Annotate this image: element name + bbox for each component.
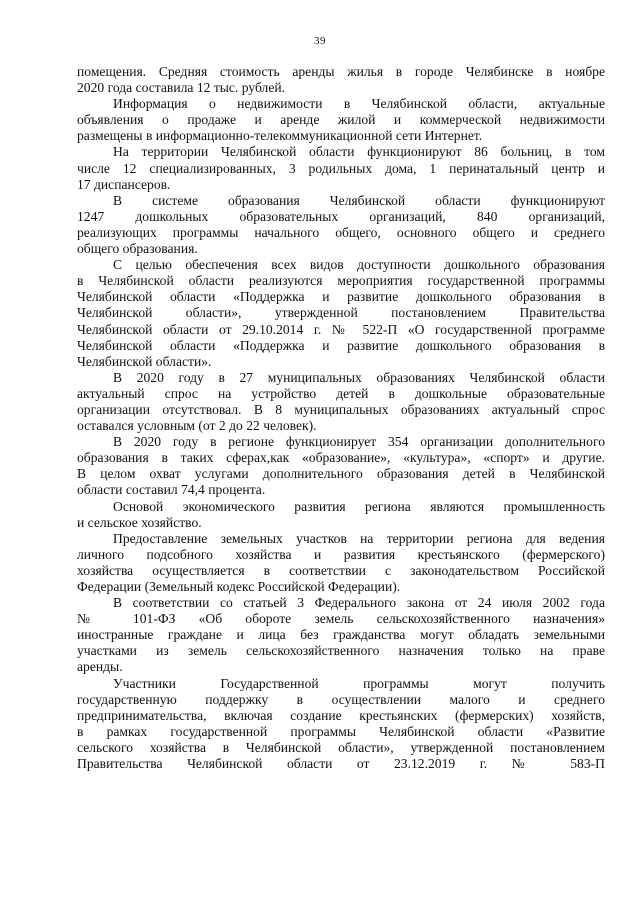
text-line: актуальный спрос на устройство детей в дошкольные образовательные xyxy=(77,385,605,401)
text-line: Челябинской области «Поддержка и развитие дошкольного образования в xyxy=(77,289,605,305)
text-line: Основой экономического развития региона являются промышленность xyxy=(113,498,605,514)
text-line: личного подсобного хозяйства и развития крестьянского (фермерского) xyxy=(77,546,605,562)
text-line: в Челябинской области реализуются мероприятия государственной программы xyxy=(77,273,605,289)
text-line: Участники Государственной программы могут получить xyxy=(113,675,605,691)
text-line: оставался условным (от 2 до 22 человек). xyxy=(77,418,317,434)
text-line: Федерации (Земельный кодекс Российской Федерации). xyxy=(77,579,401,594)
text-line: 2020 года составила 12 тыс. рублей. xyxy=(77,80,286,96)
text-line: аренды. xyxy=(77,659,123,675)
text-line: иностранные граждане и лица без гражданства могут обладать земельными xyxy=(77,627,605,643)
text-line: Челябинской области». xyxy=(77,353,212,369)
text-line: № 101-ФЗ «Об обороте земель сельскохозяйственного назначения» xyxy=(77,611,605,627)
text-line: размещены в информационно-телекоммуникационной сети Интернет. xyxy=(77,128,483,144)
text-line: организации отсутствовал. В 8 муниципальных образованиях актуальный спрос xyxy=(77,401,605,417)
text-line: и сельское хозяйство. xyxy=(77,514,202,530)
text-line: В соответствии со статьей 3 Федерального закона от 24 июля 2002 года xyxy=(113,595,605,611)
body-text xyxy=(77,64,605,772)
text-line: хозяйства осуществляется в соответствии с законодательством Российской xyxy=(77,562,605,578)
text-line: предпринимательства, включая создание крестьянских (фермерских) хозяйств, xyxy=(77,707,605,723)
text-line: объявления о продаже и аренде жилой и коммерческой недвижимости xyxy=(77,112,605,128)
text-line: 1247 дошкольных образовательных организаций, 840 организаций, xyxy=(77,208,605,224)
text-line: Предоставление земельных участков на территории региона для ведения xyxy=(113,530,605,546)
text-line: помещения. Средняя стоимость аренды жилья в городе Челябинске в ноябре xyxy=(77,64,605,79)
text-line: В системе образования Челябинской области функционируют xyxy=(113,192,605,208)
text-line: сельского хозяйства в Челябинской области», утвержденной постановлением xyxy=(77,739,605,755)
text-line: в рамках государственной программы Челябинской области «Развитие xyxy=(77,723,605,739)
text-line: реализующих программы начального общего, основного общего и среднего xyxy=(77,224,605,240)
text-line: числе 12 специализированных, 3 родильных дома, 1 перинатальный центр и xyxy=(77,160,605,176)
text-line: 17 диспансеров. xyxy=(77,176,171,192)
text-line: Челябинской области «Поддержка и развитие дошкольного образования в xyxy=(77,337,605,353)
text-line: Информация о недвижимости в Челябинской области, актуальные xyxy=(113,96,605,112)
text-line: На территории Челябинской области функционируют 86 больниц, в том xyxy=(113,144,605,160)
text-line: В целом охват услугами дополнительного образования детей в Челябинской xyxy=(77,466,605,482)
page-number: 39 xyxy=(314,35,326,47)
text-line: образования в таких сферах,как «образование», «культура», «спорт» и другие. xyxy=(77,450,605,466)
text-line: Правительства Челябинской области от 23.12.2019 г. № 583-П xyxy=(77,756,605,772)
text-line: участками из земель сельскохозяйственного назначения только на праве xyxy=(77,643,605,659)
text-line: области составил 74,4 процента. xyxy=(77,482,266,498)
text-line: С целью обеспечения всех видов доступности дошкольного образования xyxy=(113,257,605,273)
text-line: В 2020 году в 27 муниципальных образованиях Челябинской области xyxy=(113,369,605,385)
text-line: Челябинской области от 29.10.2014 г. № 522-П «О государственной программе xyxy=(77,321,605,337)
text-line: общего образования. xyxy=(77,241,198,257)
text-line: Челябинской области», утвержденной постановлением Правительства xyxy=(77,305,605,321)
text-line: В 2020 году в регионе функционирует 354 организации дополнительного xyxy=(113,434,605,450)
text-line: государственную поддержку в осуществлении малого и среднего xyxy=(77,691,605,707)
